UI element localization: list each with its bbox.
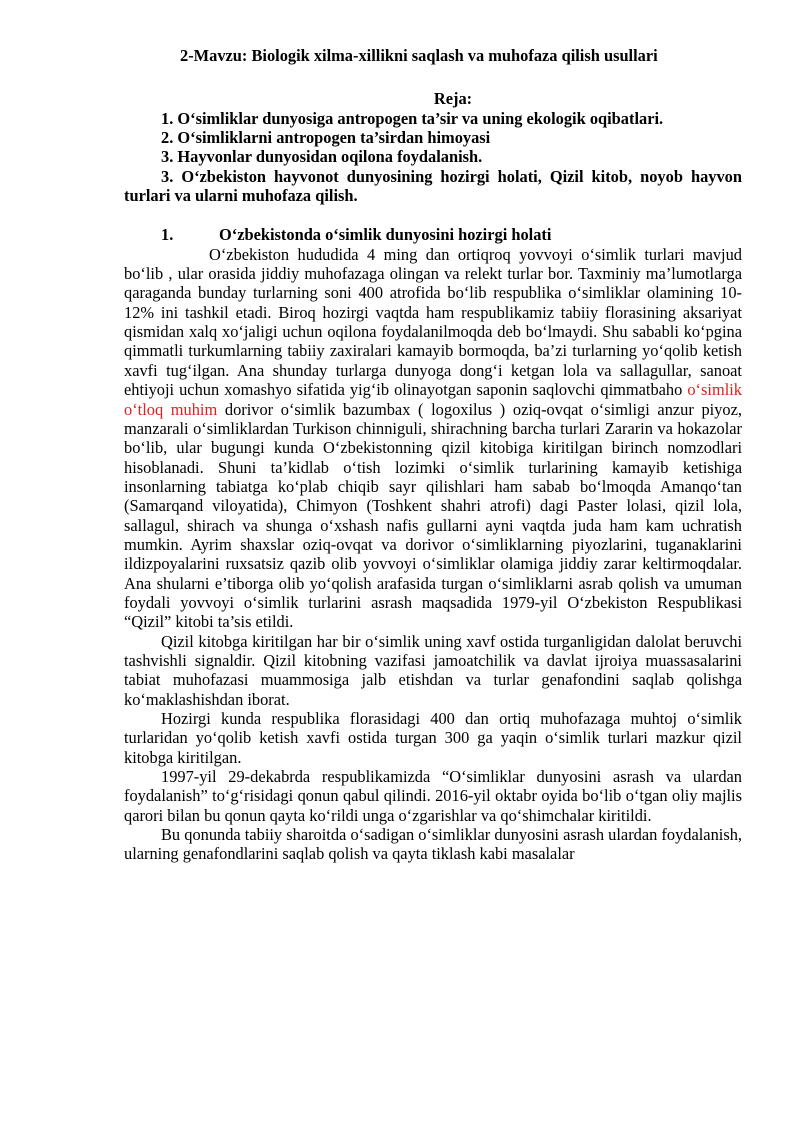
spacer [124,205,742,225]
paragraph-3: Hozirgi kunda respublika florasidagi 400 dan ortiq muhofazaga muhtoj o‘simlik turlaridan yo‘qolib ketish xavfi ostida turgan 300 ga yaqin o‘simlik turlari mazkur qizil kitobga kiritilgan. [124,709,742,767]
section-number: 1. [161,225,174,245]
body-text [124,245,742,864]
paragraph-1-text-a: O‘zbekiston hududida 4 ming dan ortiqroq yovvoyi o‘simlik turlari mavjud bo‘lib , ular orasida jiddiy muhofazaga olingan va relekt turlar bor. Taxminiy ma’lumotlarga qaraganda bunday turlarning soni 400 atrofida bo‘lib respublika o‘simliklar olamining 10-12% ini tashkil etadi. Biroq hozirgi vaqtda ham respublikamiz tabiiy florasining aksariyat qismidan xalq xo‘jaligi uchun oqilona foydalanilmoqda deb bo‘lmaydi. Shu sababli ko‘pgina qimmatli turkumlarning tabiiy zaxiralari kamayib bormoqda, ba’zi turlarning yo‘qolib ketish xavfi tug‘ilgan. Ana shunday turlarga dunyoga dong‘i ketgan lola va sallagullar, sanoat ehtiyoji uchun xomashyo sifatida yig‘ib olinayotgan saponin saqlovchi qimmatbaho [124,244,742,400]
plan-heading: Reja: [433,89,473,109]
plan-item-4: 3. O‘zbekiston hayvonot dunyosining hozirgi holati, Qizil kitob, noyob hayvon turlari va ularni muhofaza qilish. [124,166,742,206]
section-heading [161,225,742,244]
plan-item-1: 1. O‘simliklar dunyosiga antropogen ta’sir va uning ekologik oqibatlari. [161,108,664,128]
highlighted-text: o‘simlik o‘tloq muhim [124,380,742,419]
section-title: O‘zbekistonda o‘simlik dunyosini hozirgi holati [219,225,552,245]
paragraph-1 [124,245,742,632]
paragraph-5: Bu qonunda tabiiy sharoitda o‘sadigan o‘simliklar dunyosini asrash ulardan foydalanish, ularning genafondlarini saqlab qolish va qayta tiklash kabi masalalar [124,825,742,864]
document-page [124,46,742,864]
paragraph-1-text-b: dorivor o‘simlik bazumbax ( logoxilus ) oziq-ovqat o‘simligi anzur piyoz, manzarali o‘simliklardan Turkison chinniguli, shirachning barcha turlari Zararin va hokazolar bo‘lib, ular bugungi kunda O‘zbekistonning qizil kitobiga kiritilgan birinch nomzodlari hisoblanadi. Shuni ta’kidlab o‘tish lozimki o‘simlik turlarining kamayib ketishiga insonlarning tabiatga ko‘plab chiqib sayr qilishlari ham sabab bo‘lmoqda Amanqo‘tan (Samarqand viloyatida), Chimyon (Toshkent shahri atrofi) dagi Paster lolasi, qizil lola, sallagul, shirach va shunga o‘xshash nafis gullarni ayni vaqtda juda ham kam uchratish mumkin. Ayrim shaxslar oziq-ovqat va dorivor o‘simliklarning piyozlarini, tuganaklarini ildizpoyalarini ruxsatsiz qazib olib yovvoyi o‘simliklar olamiga jiddiy zarar keltirmoqdalar. Ana shularni e’tiborga olib yo‘qolish arafasida turgan o‘simliklarni asrab qolish va umuman foydali yovvoyi o‘simlik turlarini asrash maqsadida 1979-yil O‘zbekiston Respublikasi “Qizil” kitobi ta’sis etildi. [124,399,742,632]
document-title: 2-Mavzu: Biologik xilma-xillikni saqlash va muhofaza qilish usullari [180,46,658,65]
paragraph-2: Qizil kitobga kiritilgan har bir o‘simlik uning xavf ostida turganligidan dalolat beruvchi tashvishli signaldir. Qizil kitobning vazifasi jamoatchilik va davlat ijroiya muassasalarini tabiat muhofazasi muammosiga jalb etishdan va turlar genafondini saqlab qolishga ko‘maklashishdan iborat. [124,631,742,709]
paragraph-4: 1997-yil 29-dekabrda respublikamizda “O‘simliklar dunyosini asrash va ulardan foydalanish” to‘g‘risidagi qonun qabul qilindi. 2016-yil oktabr oyida bo‘lib o‘tgan oliy majlis qarori bilan bu qonun qayta ko‘rildi unga o‘zgarishlar va qo‘shimchalar kiritildi. [124,767,742,825]
plan-list [124,109,742,206]
plan-item-3: 3. Hayvonlar dunyosidan oqilona foydalanish. [161,147,483,167]
plan-item-2: 2. O‘simliklarni antropogen ta’sirdan himoyasi [161,128,491,148]
